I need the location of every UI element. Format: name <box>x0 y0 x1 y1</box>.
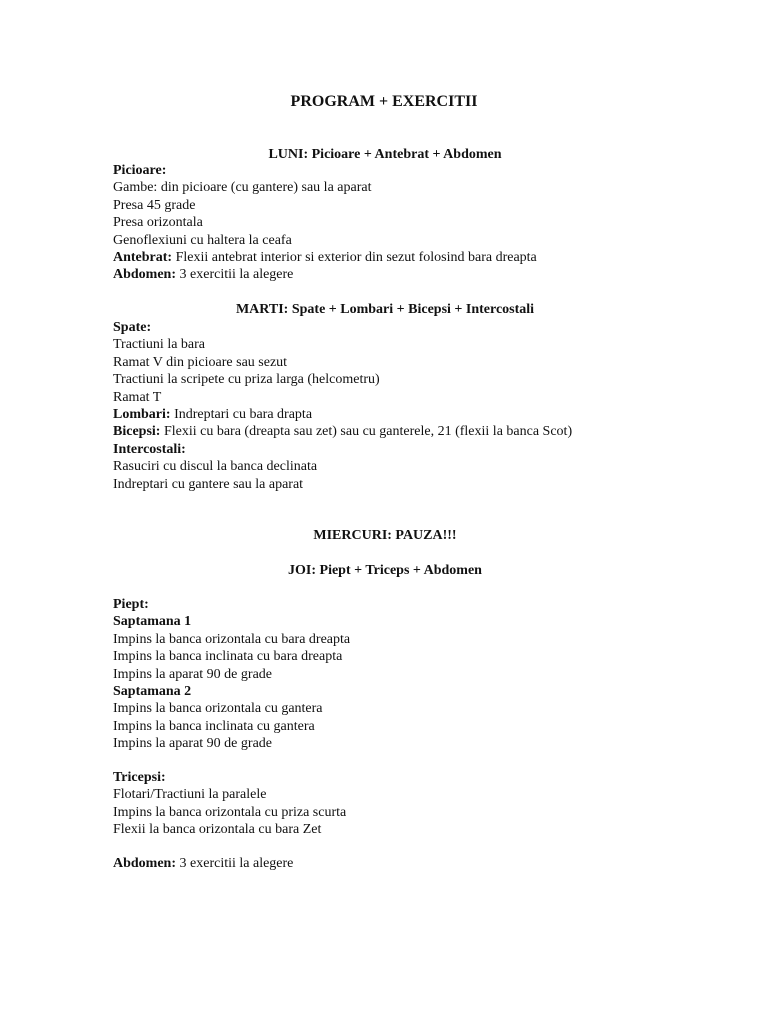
thursday-section <box>113 596 733 753</box>
biceps-text: Flexii cu bara (dreapta sau zet) sau cu ganterele, 21 (flexii la banca Scot) <box>163 424 573 440</box>
list-item: Rasuciri cu discul la banca declinata <box>113 459 318 475</box>
list-item: Ramat T <box>113 389 162 405</box>
intercostal-label: Intercostali: <box>113 441 186 457</box>
chest-label: Piept: <box>113 597 149 612</box>
list-item: Genoflexiuni cu haltera la ceafa <box>113 232 292 248</box>
list-item: Impins la aparat 90 de grade <box>113 736 272 752</box>
abs-line <box>113 266 733 283</box>
forearm-label: Antebrat: <box>113 250 173 266</box>
forearm-line <box>113 249 733 266</box>
thursday-heading: JOI: Piept + Triceps + Abdomen <box>288 563 482 578</box>
list-item: Gambe: din picioare (cu gantere) sau la aparat <box>113 180 372 196</box>
list-item: Tractiuni la bara <box>113 337 206 353</box>
triceps-section <box>113 769 733 839</box>
week2-label: Saptamana 2 <box>113 684 192 700</box>
abs-label: Abdomen: <box>113 267 177 283</box>
list-item: Impins la banca orizontala cu bara dreapta <box>113 631 351 647</box>
list-item: Ramat V din picioare sau sezut <box>113 354 288 370</box>
monday-heading: LUNI: Picioare + Antebrat + Abdomen <box>268 147 502 162</box>
abs-text: 3 exercitii la alegere <box>179 856 294 871</box>
abs-text: 3 exercitii la alegere <box>179 267 294 283</box>
forearm-text: Flexii antebrat interior si exterior din sezut folosind bara dreapta <box>175 250 537 266</box>
list-item: Flotari/Tractiuni la paralele <box>113 787 267 803</box>
wednesday-heading: MIERCURI: PAUZA!!! <box>313 528 457 543</box>
lower-back-line <box>113 406 733 423</box>
abs-line <box>113 855 733 872</box>
tuesday-heading: MARTI: Spate + Lombari + Bicepsi + Intercostali <box>235 302 535 317</box>
list-item: Impins la aparat 90 de grade <box>113 666 272 682</box>
list-item: Indreptari cu gantere sau la aparat <box>113 476 304 492</box>
lower-back-label: Lombari: <box>113 407 171 423</box>
list-item: Impins la banca inclinata cu gantera <box>113 718 315 734</box>
biceps-line <box>113 423 733 440</box>
week1-label: Saptamana 1 <box>113 614 192 630</box>
thursday-abs-section <box>113 855 733 872</box>
lower-back-text: Indreptari cu bara drapta <box>174 407 313 423</box>
back-label: Spate: <box>113 320 152 335</box>
list-item: Impins la banca orizontala cu priza scurta <box>113 804 347 820</box>
triceps-label: Tricepsi: <box>113 770 166 785</box>
list-item: Flexii la banca orizontala cu bara Zet <box>113 822 322 838</box>
tuesday-section <box>113 319 733 493</box>
list-item: Presa 45 grade <box>113 197 196 213</box>
legs-label: Picioare: <box>113 163 167 178</box>
document-title: PROGRAM + EXERCITII <box>290 93 478 110</box>
list-item: Tractiuni la scripete cu priza larga (helcometru) <box>113 372 380 388</box>
list-item: Presa orizontala <box>113 215 203 231</box>
abs-label: Abdomen: <box>113 856 177 871</box>
list-item: Impins la banca inclinata cu bara dreapta <box>113 649 343 665</box>
monday-section <box>113 162 733 284</box>
biceps-label: Bicepsi: <box>113 424 161 440</box>
list-item: Impins la banca orizontala cu gantera <box>113 701 323 717</box>
